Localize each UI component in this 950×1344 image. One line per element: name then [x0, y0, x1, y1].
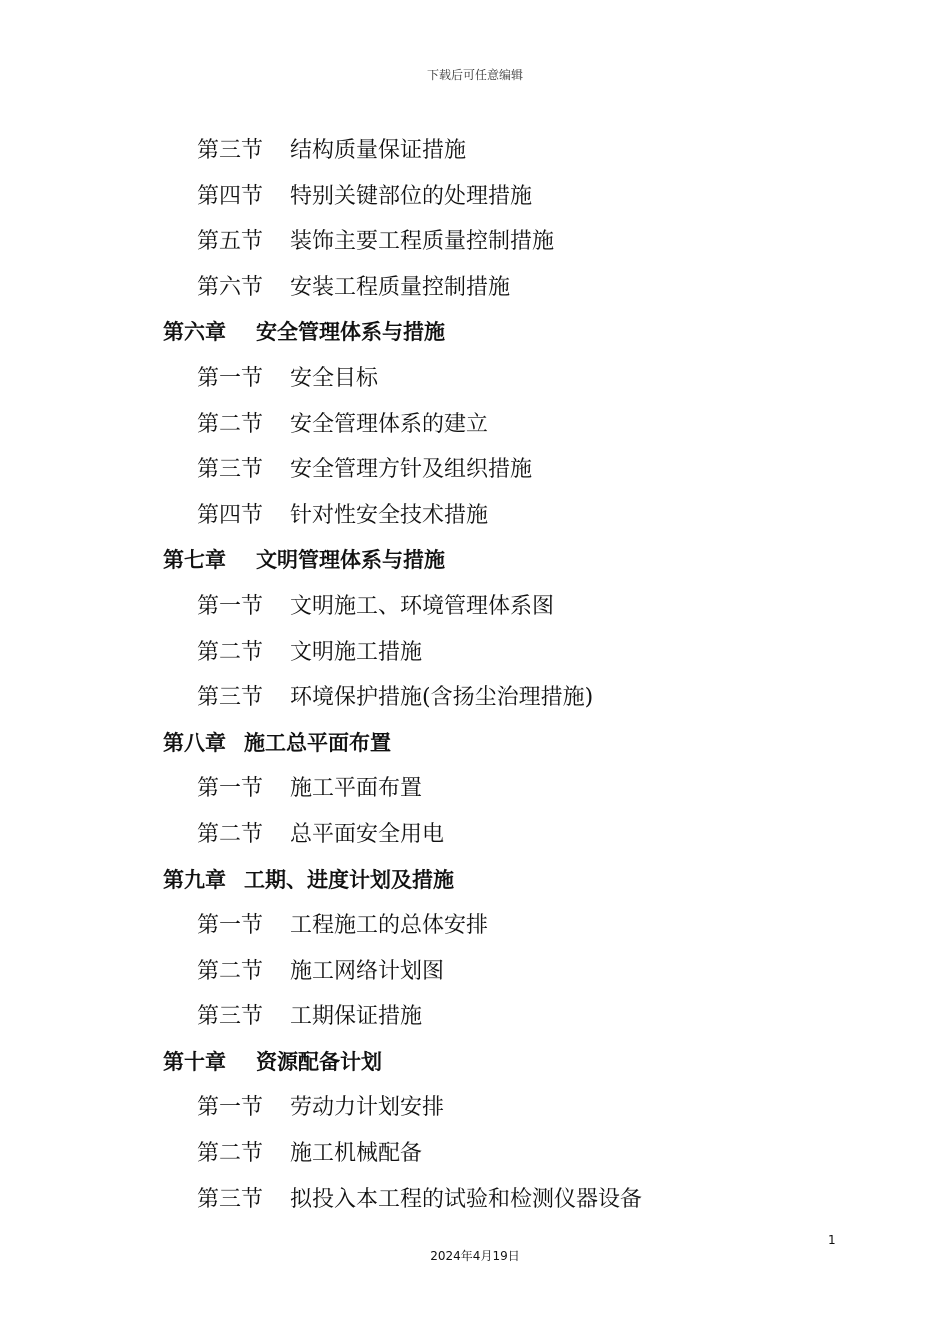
toc-chapter[interactable] — [0, 310, 950, 356]
toc-chapter[interactable] — [0, 721, 950, 767]
section-title: 文明施工、环境管理体系图 — [290, 593, 555, 619]
toc-section[interactable] — [0, 903, 950, 949]
section-number: 第四节 — [197, 502, 264, 528]
toc-section[interactable] — [0, 219, 950, 265]
toc-section[interactable] — [0, 356, 950, 402]
section-number: 第四节 — [197, 183, 264, 209]
section-title: 安全目标 — [290, 365, 379, 391]
section-number: 第三节 — [197, 685, 264, 711]
chapter-title: 资源配备计划 — [256, 1049, 382, 1074]
section-number: 第一节 — [197, 593, 264, 619]
chapter-title: 施工总平面布置 — [244, 730, 391, 755]
toc-chapter[interactable] — [0, 858, 950, 904]
toc-section[interactable] — [0, 447, 950, 493]
chapter-title: 文明管理体系与措施 — [256, 548, 445, 573]
toc-chapter[interactable] — [0, 538, 950, 584]
section-title: 环境保护措施(含扬尘治理措施) — [290, 685, 594, 711]
section-title: 针对性安全技术措施 — [290, 502, 489, 528]
toc-section[interactable] — [0, 994, 950, 1040]
section-number: 第三节 — [197, 138, 264, 163]
toc-section[interactable] — [0, 493, 950, 539]
section-number: 第六节 — [197, 274, 264, 300]
toc-section[interactable] — [0, 1085, 950, 1131]
page-number: 1 — [828, 1233, 836, 1247]
section-title: 工期保证措施 — [290, 1004, 423, 1030]
toc-section[interactable] — [0, 128, 950, 174]
section-title: 特别关键部位的处理措施 — [290, 183, 533, 209]
section-title: 工程施工的总体安排 — [290, 913, 489, 939]
section-number: 第一节 — [197, 365, 264, 391]
section-number: 第二节 — [197, 411, 264, 437]
section-number: 第二节 — [197, 821, 264, 847]
toc-chapter[interactable] — [0, 1040, 950, 1086]
toc-section[interactable] — [0, 630, 950, 676]
section-number: 第五节 — [197, 229, 264, 255]
toc-section[interactable] — [0, 812, 950, 858]
section-title: 安全管理体系的建立 — [290, 411, 489, 437]
footer-date: 2024年4月19日 — [430, 1249, 520, 1263]
section-title: 文明施工措施 — [290, 639, 423, 665]
section-number: 第二节 — [197, 958, 264, 984]
section-number: 第三节 — [197, 457, 264, 483]
section-number: 第一节 — [197, 776, 264, 802]
toc-section[interactable] — [0, 1131, 950, 1177]
section-number: 第二节 — [197, 1141, 264, 1167]
section-number: 第三节 — [197, 1004, 264, 1030]
chapter-title: 工期、进度计划及措施 — [244, 867, 454, 892]
chapter-number: 第八章 — [163, 730, 226, 755]
table-of-contents — [0, 128, 950, 1222]
section-number: 第一节 — [197, 913, 264, 939]
section-number: 第一节 — [197, 1095, 264, 1121]
section-number: 第三节 — [197, 1186, 264, 1212]
chapter-number: 第十章 — [163, 1049, 226, 1074]
chapter-title: 安全管理体系与措施 — [256, 320, 445, 345]
toc-section[interactable] — [0, 766, 950, 812]
chapter-number: 第七章 — [163, 548, 226, 573]
section-title: 劳动力计划安排 — [290, 1095, 445, 1121]
section-title: 施工网络计划图 — [290, 958, 445, 984]
section-title: 施工机械配备 — [290, 1141, 423, 1167]
chapter-number: 第六章 — [163, 320, 226, 345]
section-title: 拟投入本工程的试验和检测仪器设备 — [290, 1186, 643, 1212]
section-title: 施工平面布置 — [290, 776, 423, 802]
toc-section[interactable] — [0, 265, 950, 311]
toc-section[interactable] — [0, 1177, 950, 1223]
section-number: 第二节 — [197, 639, 264, 665]
section-title: 总平面安全用电 — [290, 821, 445, 847]
page-header: 下载后可任意编辑 — [426, 68, 523, 82]
toc-section[interactable] — [0, 174, 950, 220]
section-title: 装饰主要工程质量控制措施 — [290, 229, 555, 255]
section-title: 安全管理方针及组织措施 — [290, 457, 533, 483]
section-title: 结构质量保证措施 — [290, 138, 467, 163]
toc-section[interactable] — [0, 402, 950, 448]
section-title: 安装工程质量控制措施 — [290, 274, 511, 300]
toc-section[interactable] — [0, 949, 950, 995]
chapter-number: 第九章 — [163, 867, 226, 892]
toc-section[interactable] — [0, 584, 950, 630]
toc-section[interactable] — [0, 675, 950, 721]
